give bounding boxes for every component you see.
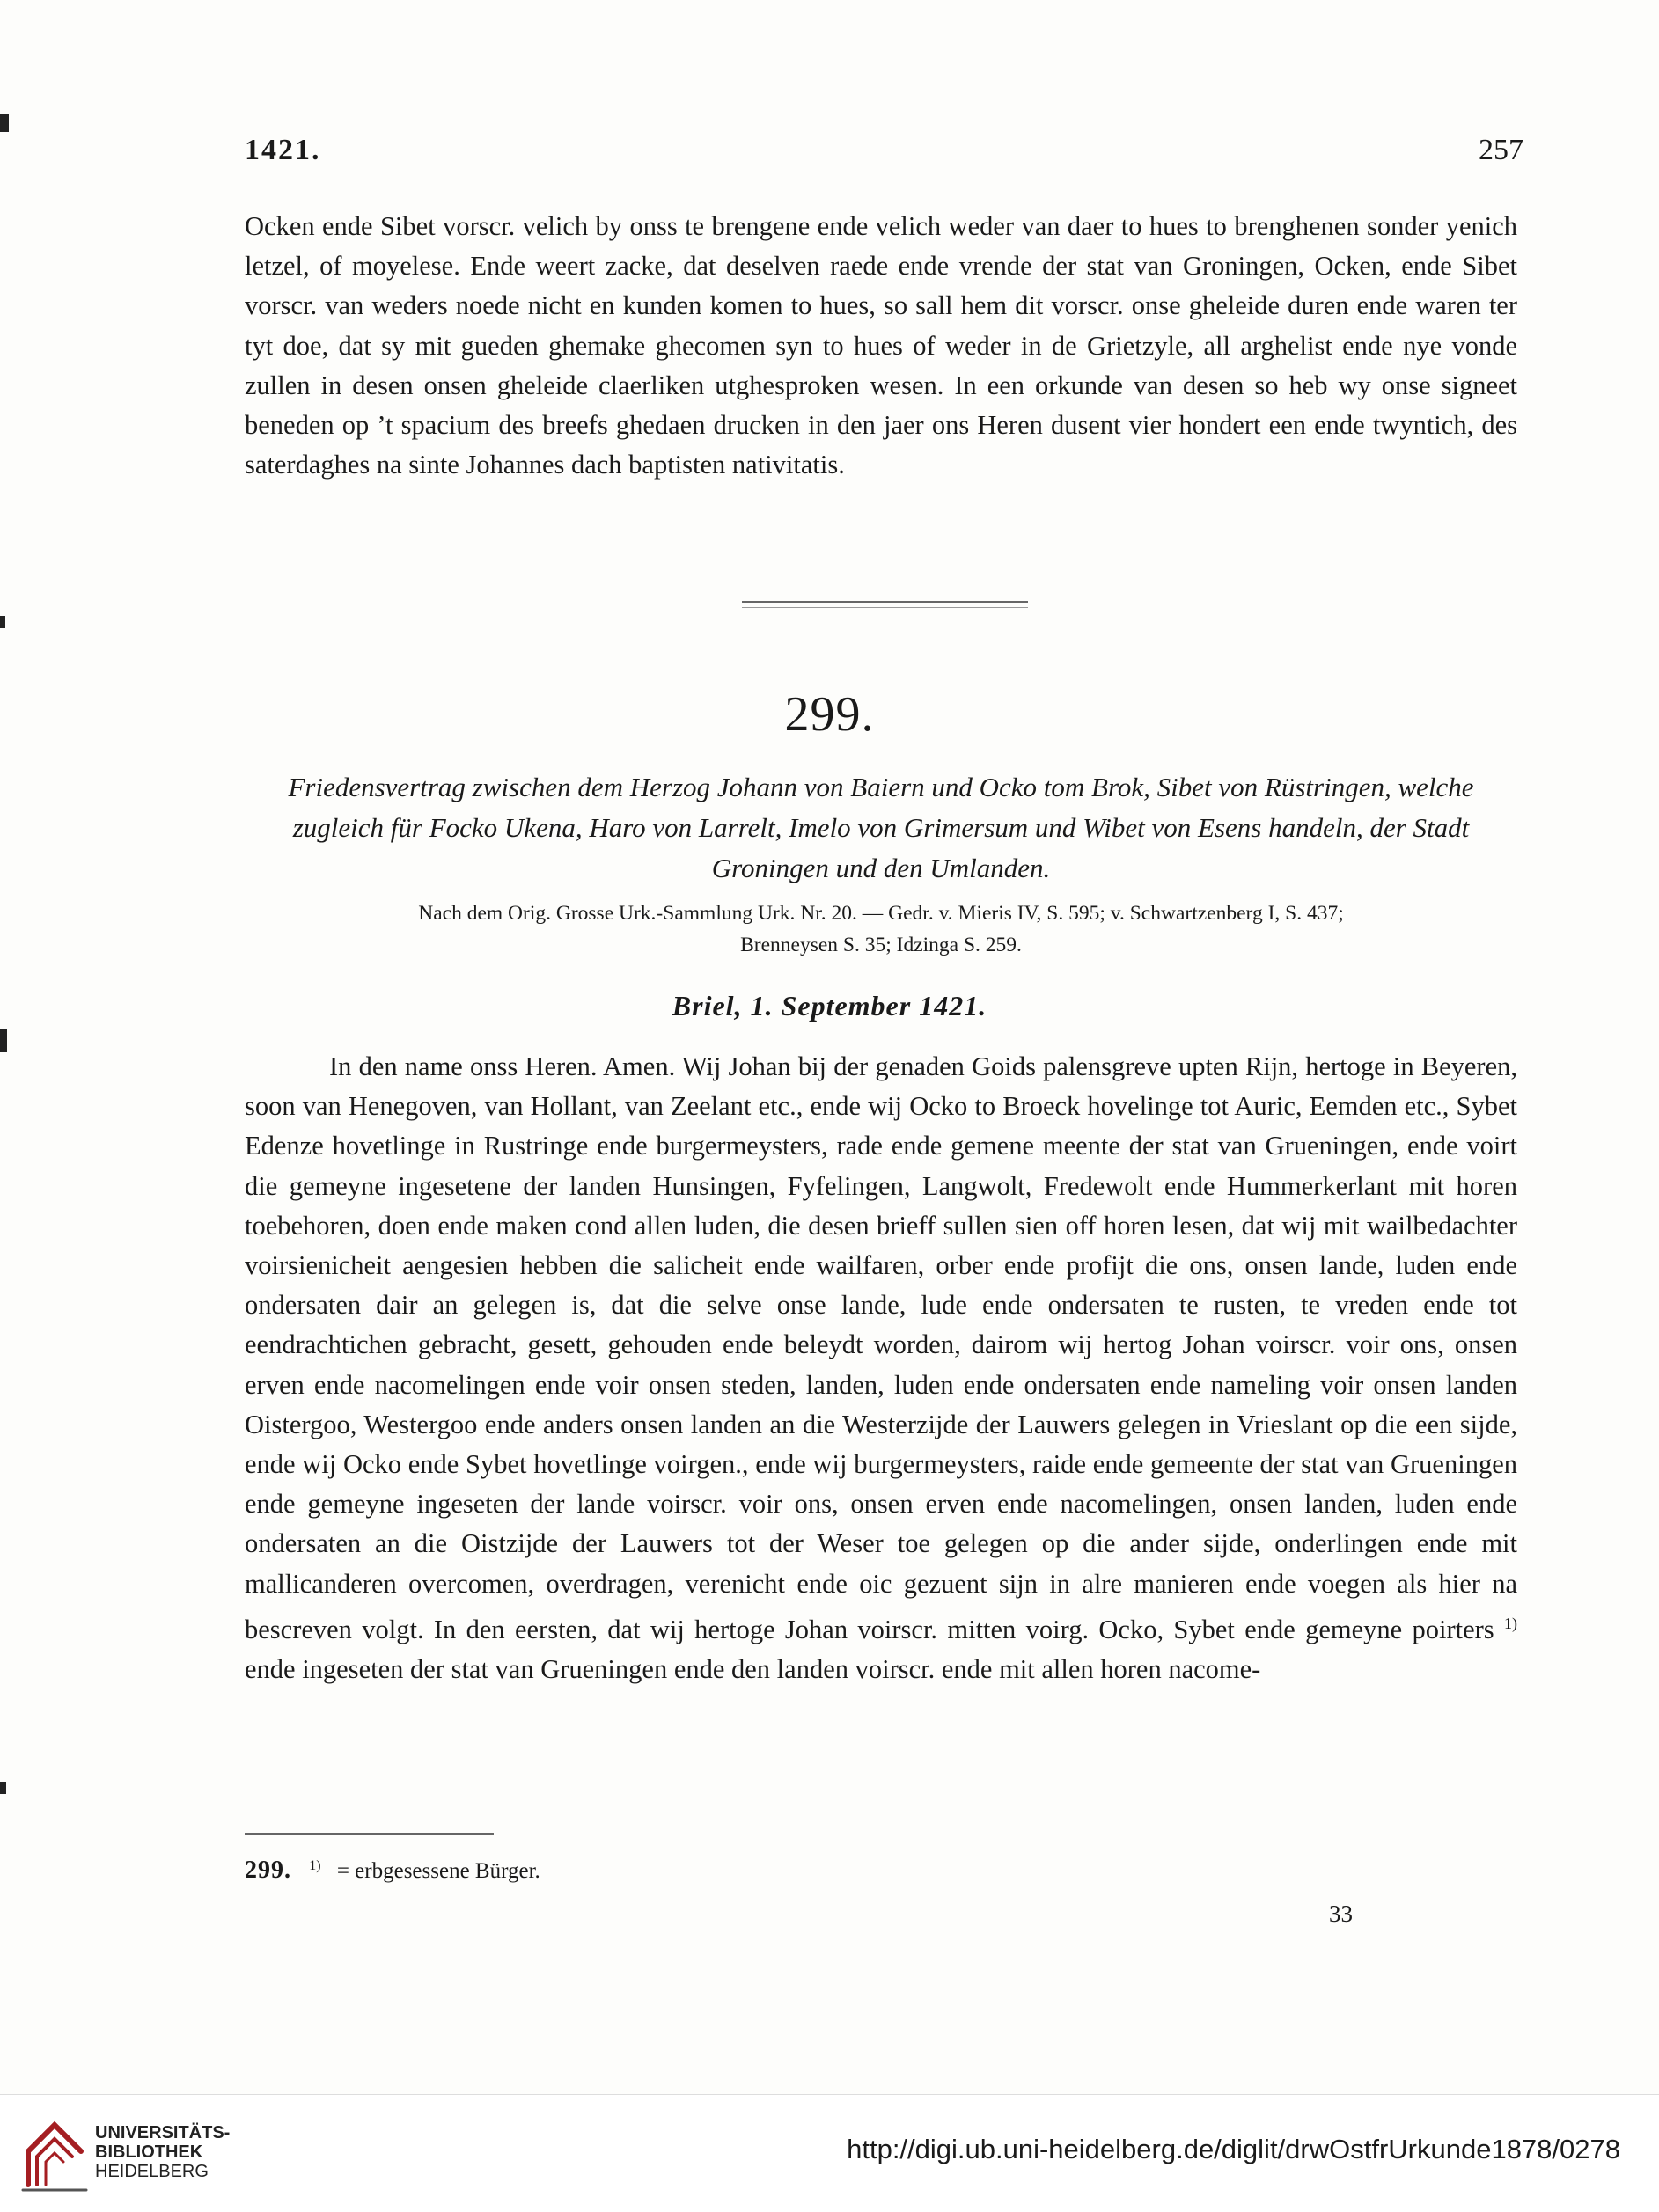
text-after-note: ende ingeseten der stat van Grueningen ende den landen voirscr. ende mit allen horen nacome- (245, 1654, 1261, 1685)
source-note (245, 897, 1517, 961)
footnote-doc-number: 299. (245, 1857, 291, 1884)
document-title: Friedensvertrag zwischen dem Herzog Johann von Baiern und Ocko tom Brok, Sibet von Rüstringen, welche zugleich für Focko Ukena, Haro von Larrelt, Imelo von Grimersum und Wibet von Esens handeln, der Stadt Groningen und den Umlanden. (288, 772, 1474, 883)
signature-mark: 33 (1329, 1901, 1353, 1927)
footnote (245, 1857, 540, 1885)
footnote-reference: 1) (1504, 1614, 1518, 1632)
document-text (245, 1047, 1517, 1689)
footnote-marker: 1) (309, 1857, 321, 1873)
footnote-rule (245, 1833, 494, 1835)
library-name-line: BIBLIOTHEK (95, 2142, 203, 2162)
text-before-note: In den name onss Heren. Amen. Wij Johan bij der genaden Goids palensgreve upten Rijn, hertoge in Beyeren, soon van Henegoven, van Hollant, van Zeelant etc., ende wij Ocko to Broeck hovelinge tot Auric, Eemden etc., Sybet Edenze hovetlinge in Rustringe ende burgermeysters, rade ende gemene meente der stat van Grueningen, ende voirt die gemeyne ingesetene der landen Hunsingen, Fyfelingen, Langwolt, Fredewolt ende Hummerkerlant mit horen toebehoren, doen ende maken cond allen luden, die desen brieff sullen sien off horen lesen, dat wij mit wailbedachter voirsienicheit aengesien hebben die salicheit ende wailfaren, orber ende profijt die ons, onsen lande, luden ende ondersaten dair an gelegen is, dat die selve onse lande, lude ende ondersaten te rusten, te vreden ende tot eendrachtichen gebracht, gesett, gehouden ende beleydt worden, dairom wij hertog Johan voirscr. voir ons, onsen erven ende nacomelingen ende voir onsen steden, landen, luden ende ondersaten ende nameling voir onsen landen Oistergoo, Westergoo ende anders onsen landen an die Westerzijde der Lauwers gelegen in Vrieslant op die een sijde, ende wij Ocko ende Sybet hovetlinge voirgen., ende wij burgermeysters, raide ende gemeente der stat van Grueningen ende gemeyne ingeseten der lande voirscr. voir ons, onsen erven ende nacomelingen, onsen landen, luden ende ondersaten an die Oistzijde der Lauwers tot der Weser toe gelegen op die ander sijde, onderlingen ende mit mallicanderen overcomen, overdragen, verenicht ende oic gezuent sijn in alre manieren ende voegen als hier na bescreven volgt. In den eersten, dat wij hertoge Johan voirscr. mitten voirg. Ocko, Sybet ende gemeyne poirters (245, 1051, 1517, 1644)
document-paragraph (245, 1047, 1517, 1689)
library-name-line: UNIVERSITÄTS- (95, 2123, 231, 2142)
place-date-heading: Briel, 1. September 1421. (672, 990, 987, 1022)
page-edge-mark (0, 1782, 6, 1794)
page-edge-mark (0, 616, 5, 628)
library-logo-svg (19, 2114, 90, 2195)
continued-text (245, 207, 1517, 485)
footnote-text: = erbgesessene Bürger. (336, 1859, 540, 1883)
library-logo-icon[interactable] (19, 2114, 90, 2195)
document-number: 299. (784, 687, 875, 742)
page-edge-mark (0, 114, 9, 132)
section-separator (742, 601, 1028, 608)
page-number: 257 (1479, 134, 1523, 166)
source-line: Brenneysen S. 35; Idzinga S. 259. (740, 934, 1022, 956)
running-head-year: 1421. (245, 134, 321, 166)
permalink-url[interactable]: http://digi.ub.uni-heidelberg.de/diglit/drwOstfrUrkunde1878/0278 (847, 2134, 1620, 2164)
page-edge-mark (0, 1029, 7, 1052)
footer-bar (0, 2094, 1659, 2212)
library-name-line: HEIDELBERG (95, 2162, 209, 2181)
source-line: Nach dem Orig. Grosse Urk.-Sammlung Urk. Nr. 20. — Gedr. v. Mieris IV, S. 595; v. Schwartzenberg I, S. 437; (418, 902, 1344, 925)
library-name (95, 2123, 230, 2181)
continued-paragraph: Ocken ende Sibet vorscr. velich by onss te brengene ende velich weder van daer to hues to brenghenen sonder yenich letzel, of moyelese. Ende weert zacke, dat deselven raede ende vrende der stat van Groningen, Ocken, ende Sibet vorscr. van weders noede nicht en kunden komen to hues, so sall hem dit vorscr. onse gheleide duren ende waren ter tyt doe, dat sy mit gueden ghemake ghecomen syn to hues of weder in de Grietzyle, all arghelist ende nye vonde zullen in desen onsen gheleide claerliken utghesproken wesen. In een orkunde van desen so heb wy onse signeet beneden op ’t spacium des breefs ghedaen drucken in den jaer ons Heren dusent vier hondert een ende twyntich, des saterdaghes na sinte Johannes dach baptisten nativitatis. (245, 211, 1517, 480)
